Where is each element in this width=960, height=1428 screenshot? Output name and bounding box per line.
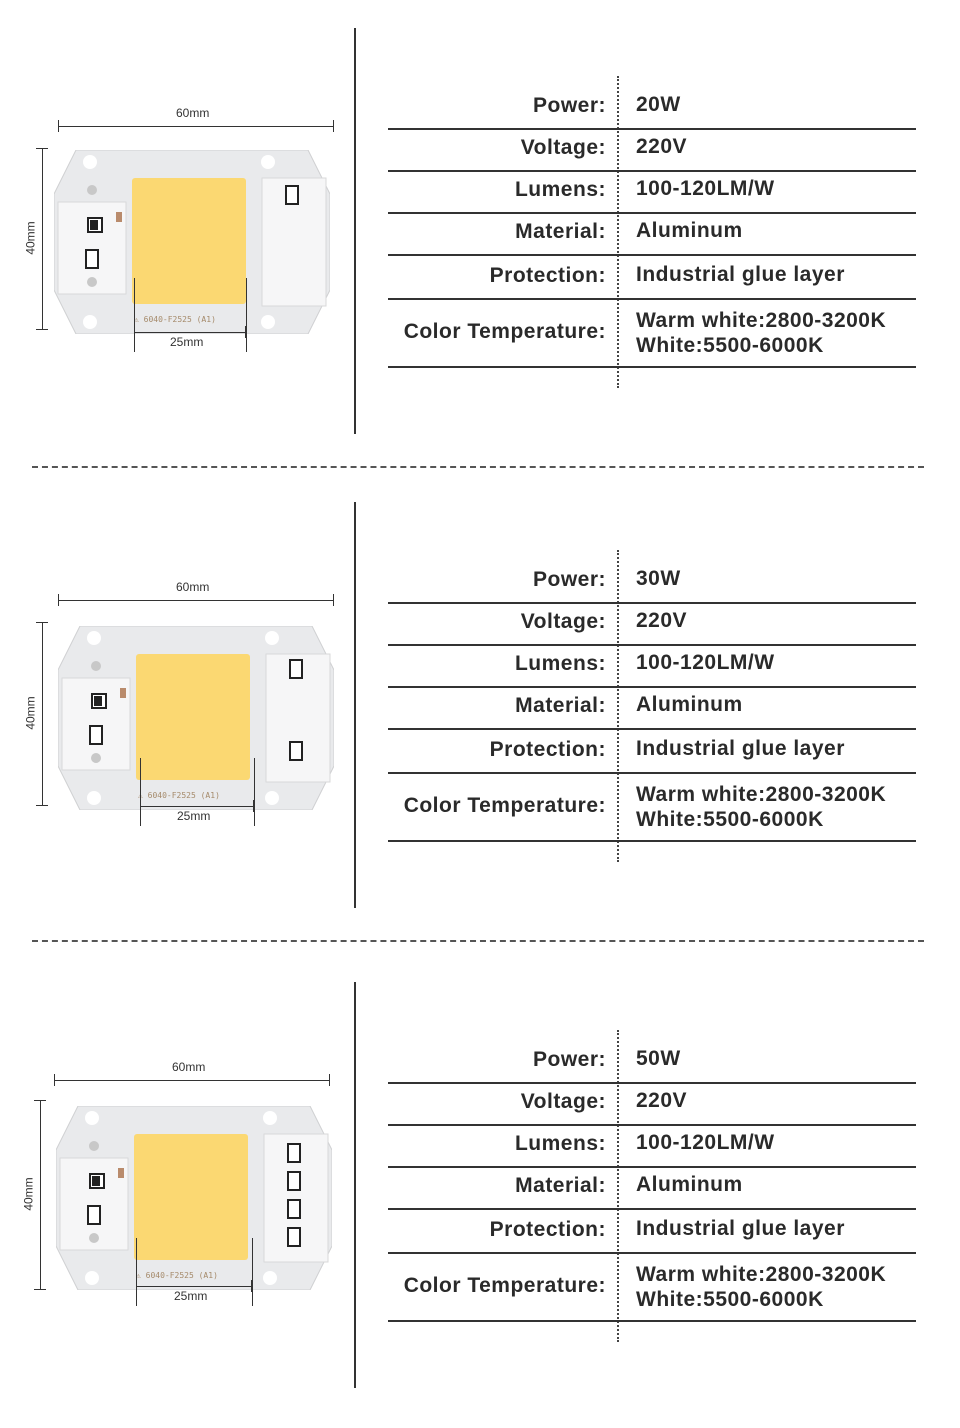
width-dimension-line xyxy=(58,600,334,601)
product-section-50w xyxy=(0,954,960,1428)
spec-value-secondary: White:5500-6000K xyxy=(636,334,824,357)
spec-row xyxy=(388,604,916,646)
spec-label: Color Temperature: xyxy=(403,320,606,343)
section-divider xyxy=(32,940,924,942)
emitter-dimension-line xyxy=(140,806,254,807)
spec-label: Protection: xyxy=(489,264,606,287)
height-dimension-line xyxy=(42,148,43,330)
svg-text:⚠ 6040-F2525 (A1): ⚠ 6040-F2525 (A1) xyxy=(136,1271,218,1280)
width-dimension-label: 60mm xyxy=(172,1060,206,1074)
spec-table xyxy=(388,84,916,368)
spec-value: Aluminum xyxy=(636,1173,743,1196)
emitter-dimension-label: 25mm xyxy=(174,1289,208,1303)
spec-row xyxy=(388,646,916,688)
width-dimension-line xyxy=(58,126,334,127)
emitter-dimension-line xyxy=(136,1286,252,1287)
spec-value: Warm white:2800-3200K xyxy=(636,1263,887,1286)
spec-label: Lumens: xyxy=(514,652,606,675)
spec-value-secondary: White:5500-6000K xyxy=(636,1288,824,1311)
spec-value: Warm white:2800-3200K xyxy=(636,309,887,332)
spec-row xyxy=(388,1254,916,1322)
spec-value: 100-120LM/W xyxy=(636,651,775,674)
spec-row xyxy=(388,1168,916,1210)
product-section-20w xyxy=(0,0,960,474)
spec-label: Material: xyxy=(515,220,606,243)
column-separator xyxy=(354,28,356,434)
emitter-marker-left xyxy=(134,278,135,352)
height-dimension-label: 40mm xyxy=(23,221,38,255)
spec-label: Power: xyxy=(532,568,606,591)
spec-row xyxy=(388,130,916,172)
spec-row xyxy=(388,300,916,368)
spec-table xyxy=(388,1038,916,1322)
spec-label: Protection: xyxy=(489,1218,606,1241)
spec-value: 100-120LM/W xyxy=(636,177,775,200)
spec-label: Power: xyxy=(532,1048,606,1071)
section-divider xyxy=(32,466,924,468)
spec-value: Industrial glue layer xyxy=(636,263,845,286)
spec-value: Warm white:2800-3200K xyxy=(636,783,887,806)
spec-row xyxy=(388,688,916,730)
cob-led-chip-image xyxy=(58,626,334,810)
spec-row xyxy=(388,1126,916,1168)
spec-row xyxy=(388,730,916,774)
spec-row xyxy=(388,256,916,300)
spec-label: Lumens: xyxy=(514,178,606,201)
spec-value: 50W xyxy=(636,1047,681,1070)
spec-label: Lumens: xyxy=(514,1132,606,1155)
svg-text:⚠ 6040-F2525 (A1): ⚠ 6040-F2525 (A1) xyxy=(138,791,220,800)
spec-value: 20W xyxy=(636,93,681,116)
spec-row xyxy=(388,558,916,604)
width-dimension-line xyxy=(54,1080,330,1081)
spec-row xyxy=(388,1084,916,1126)
spec-label: Color Temperature: xyxy=(403,794,606,817)
spec-value: Aluminum xyxy=(636,219,743,242)
spec-row xyxy=(388,214,916,256)
emitter-marker-left xyxy=(140,758,141,826)
spec-label: Voltage: xyxy=(520,136,606,159)
spec-value: 220V xyxy=(636,609,688,632)
spec-value: 100-120LM/W xyxy=(636,1131,775,1154)
width-dimension-label: 60mm xyxy=(176,580,210,594)
spec-label: Material: xyxy=(515,1174,606,1197)
spec-label: Color Temperature: xyxy=(403,1274,606,1297)
spec-value: Aluminum xyxy=(636,693,743,716)
emitter-marker-right xyxy=(246,278,247,352)
height-dimension-label: 40mm xyxy=(21,1177,36,1211)
spec-label: Power: xyxy=(532,94,606,117)
cob-led-chip-image xyxy=(56,1106,332,1290)
spec-row xyxy=(388,774,916,842)
svg-text:⚠ 6040-F2525 (A1): ⚠ 6040-F2525 (A1) xyxy=(134,315,216,324)
spec-row xyxy=(388,1038,916,1084)
spec-label: Voltage: xyxy=(520,1090,606,1113)
emitter-dimension-line xyxy=(134,332,246,333)
spec-value: Industrial glue layer xyxy=(636,1217,845,1240)
height-dimension-line xyxy=(42,622,43,806)
spec-value: 220V xyxy=(636,135,688,158)
emitter-marker-right xyxy=(254,758,255,826)
height-dimension-line xyxy=(40,1100,41,1290)
spec-table xyxy=(388,558,916,842)
spec-row xyxy=(388,84,916,130)
height-dimension-label: 40mm xyxy=(23,696,38,730)
spec-value: Industrial glue layer xyxy=(636,737,845,760)
spec-row xyxy=(388,1210,916,1254)
spec-value-secondary: White:5500-6000K xyxy=(636,808,824,831)
spec-label: Material: xyxy=(515,694,606,717)
product-section-30w xyxy=(0,474,960,948)
emitter-dimension-label: 25mm xyxy=(170,335,204,349)
spec-value: 30W xyxy=(636,567,681,590)
column-separator xyxy=(354,982,356,1388)
spec-label: Protection: xyxy=(489,738,606,761)
width-dimension-label: 60mm xyxy=(176,106,210,120)
emitter-marker-right xyxy=(252,1238,253,1306)
spec-label: Voltage: xyxy=(520,610,606,633)
emitter-dimension-label: 25mm xyxy=(177,809,211,823)
cob-led-chip-image xyxy=(54,150,330,334)
spec-value: 220V xyxy=(636,1089,688,1112)
spec-row xyxy=(388,172,916,214)
emitter-marker-left xyxy=(136,1238,137,1306)
column-separator xyxy=(354,502,356,908)
